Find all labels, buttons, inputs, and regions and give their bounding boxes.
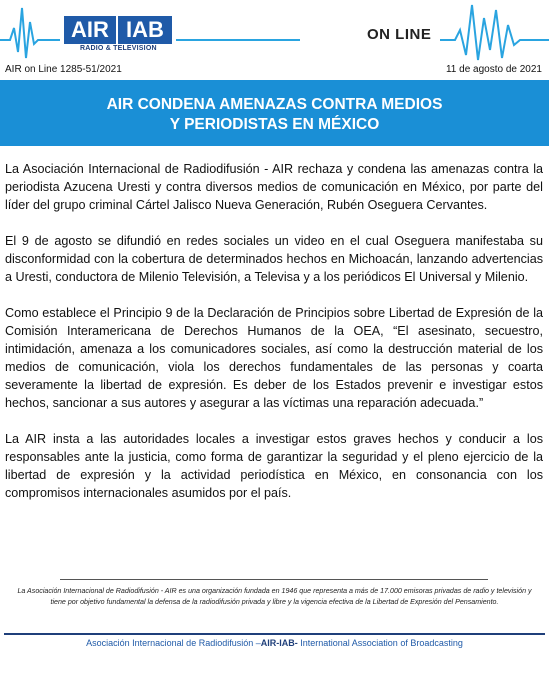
title-banner	[0, 80, 549, 146]
title-line-1: AIR CONDENA AMENAZAS CONTRA MEDIOS	[106, 96, 443, 113]
publication-date: 11 de agosto de 2021	[445, 64, 542, 75]
document-meta	[5, 64, 542, 78]
paragraph: La AIR insta a las autoridades locales a investigar estos graves hechos y conducir a los responsables ante la justicia, como forma de garantizar la seguridad y el pleno ejercicio de la libertad de expresión y la actividad periodística en México, en consonancia con los compromisos internacionales asumidos por el país.	[5, 432, 543, 500]
footer-divider	[4, 633, 545, 635]
footer-bold: AIR-IAB-	[260, 638, 298, 648]
logo-iab: IAB	[118, 16, 172, 44]
footer	[0, 638, 549, 648]
header	[0, 0, 549, 62]
reference-number: AIR on Line 1285-51/2021	[5, 64, 122, 75]
paragraph: La Asociación Internacional de Radiodifusión - AIR rechaza y condena las amenazas contra la periodista Azucena Uresti y contra diversos medios de comunicación en México, por parte del líder del grupo criminal Cártel Jalisco Nueva Generación, Rubén Oseguera Cervantes.	[5, 162, 543, 212]
title-line-2: Y PERIODISTAS EN MÉXICO	[169, 116, 380, 133]
footer-suffix: International Association of Broadcasting	[297, 638, 463, 648]
paragraph: El 9 de agosto se difundió en redes sociales un video en el cual Oseguera manifestaba su disconformidad con la cobertura de determinados hechos en Michoacán, lanzando advertencias a Uresti, conductora de Milenio Televisión, a Televisa y a los periódicos El Universal y Milenio.	[5, 234, 543, 284]
logo-subtitle: RADIO & TELEVISION	[80, 45, 157, 52]
article-body	[5, 160, 543, 520]
logo-air: AIR	[64, 16, 116, 44]
online-label: ON LINE	[367, 26, 432, 43]
footer-prefix: Asociación Internacional de Radiodifusión –	[86, 638, 261, 648]
paragraph: Como establece el Principio 9 de la Declaración de Principios sobre Libertad de Expresión de la Comisión Interamericana de Derechos Humanos de la OEA, “El asesinato, secuestro, intimidación, amenaza a los comunicadores sociales, así como la destrucción material de los medios de comunicación, viola los derechos fundamentales de las personas y coarta severamente la libertad de expresión. Es deber de los Estados prevenir e investigar estos hechos, sancionar a sus autores y asegurar a las víctimas una reparación adecuada.”	[5, 306, 543, 410]
air-iab-logo	[64, 16, 172, 56]
footnote-divider	[60, 579, 488, 580]
footnote: La Asociación Internacional de Radiodifusión - AIR es una organización fundada en 1946 que representa a más de 17.000 emisoras privadas de radio y televisión y tiene por objetivo fundamental la defensa de la radiodifusión privada y libre y la vigencia efectiva de la Libertad de Expresión del Pensamiento.	[17, 587, 532, 606]
